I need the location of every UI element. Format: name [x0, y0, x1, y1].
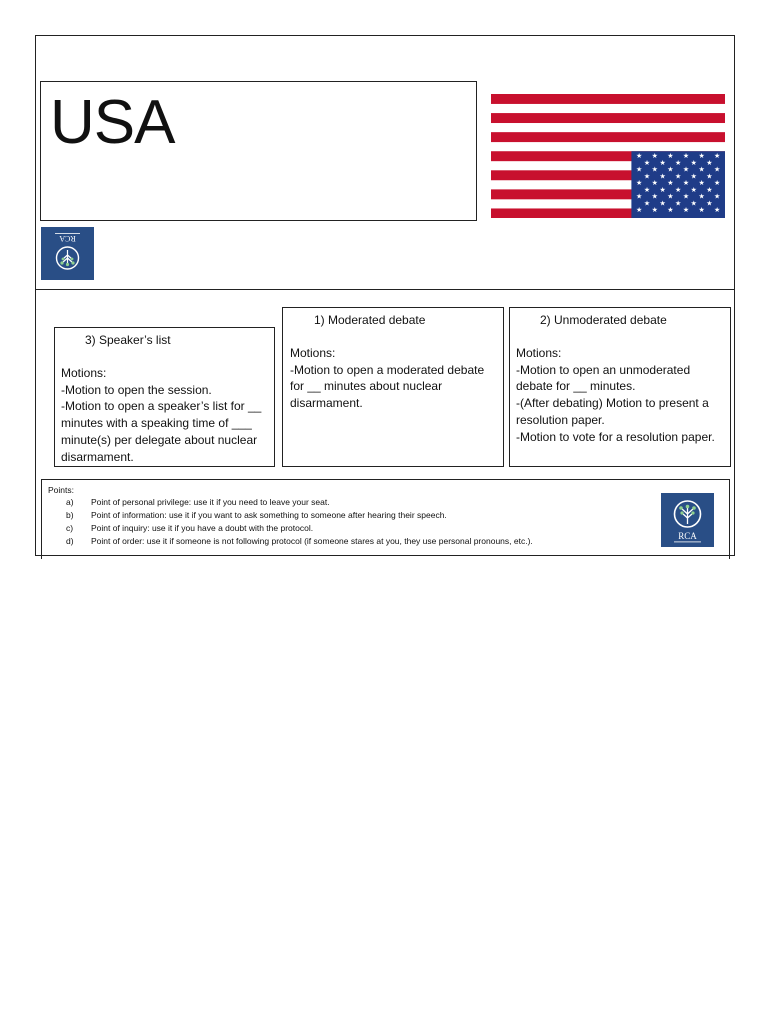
flag-stripe — [491, 132, 725, 142]
points-list — [48, 496, 729, 548]
point-text: Point of order: use it if someone is not following protocol (if someone stares at you, they use personal pronouns, etc.). — [91, 536, 533, 546]
usa-flag-image — [491, 94, 725, 218]
point-marker: a) — [66, 497, 74, 507]
flag-star: ★ — [643, 199, 651, 208]
flag-star: ★ — [675, 158, 682, 167]
flag-star: ★ — [659, 158, 666, 167]
flag-star: ★ — [698, 206, 705, 215]
unmoderated-debate-box — [509, 307, 731, 467]
rca-logo-large — [661, 493, 714, 547]
section-divider — [36, 289, 734, 290]
flag-star: ★ — [690, 199, 697, 208]
flag-star: ★ — [667, 165, 674, 174]
list-item — [48, 496, 729, 509]
flag-star: ★ — [651, 206, 658, 215]
points-box — [41, 479, 730, 559]
speakers-list-motions-label: Motions: — [61, 365, 107, 380]
unmoderated-debate-motion: -(After debating) Motion to present a resolution paper. — [516, 396, 709, 427]
rca-logo-large-text: RCA — [678, 531, 697, 541]
speakers-list-box — [54, 327, 275, 467]
flag-star: ★ — [643, 158, 651, 167]
moderated-debate-motion: -Motion to open a moderated debate for __ minutes about nuclear disarmament. — [290, 362, 485, 411]
points-heading: Points: — [48, 485, 74, 495]
flag-star: ★ — [636, 152, 643, 161]
flag-star: ★ — [698, 165, 705, 174]
point-text: Point of inquiry: use it if you have a doubt with the protocol. — [91, 523, 314, 533]
flag-star: ★ — [714, 152, 721, 161]
list-item — [48, 522, 729, 535]
speakers-list-heading: 3) Speaker’s list — [85, 333, 171, 347]
flag-star: ★ — [706, 185, 713, 194]
flag-stripe — [491, 113, 725, 123]
flag-star: ★ — [636, 206, 643, 215]
flag-star: ★ — [690, 172, 697, 181]
flag-star: ★ — [698, 192, 705, 201]
flag-star: ★ — [682, 152, 690, 161]
flag-star: ★ — [675, 199, 682, 208]
flag-star: ★ — [667, 206, 674, 215]
list-item — [48, 509, 729, 522]
country-name: USA — [50, 88, 175, 157]
flag-star: ★ — [690, 158, 697, 167]
unmoderated-debate-motion: -Motion to vote for a resolution paper. — [516, 429, 715, 444]
point-marker: c) — [66, 523, 74, 533]
flag-star: ★ — [698, 179, 705, 188]
flag-star: ★ — [636, 165, 643, 174]
flag-star: ★ — [682, 206, 690, 215]
flag-star: ★ — [682, 179, 690, 188]
point-marker: b) — [66, 510, 74, 520]
flag-star: ★ — [643, 185, 651, 194]
flag-star: ★ — [714, 179, 721, 188]
list-item — [48, 535, 729, 548]
moderated-debate-motions-label: Motions: — [290, 345, 336, 360]
flag-stripe — [491, 94, 725, 104]
flag-star: ★ — [643, 172, 651, 181]
moderated-debate-heading: 1) Moderated debate — [314, 313, 426, 327]
unmoderated-debate-motions-label: Motions: — [516, 345, 562, 360]
flag-star: ★ — [659, 199, 666, 208]
flag-star: ★ — [714, 165, 721, 174]
flag-star: ★ — [651, 192, 658, 201]
flag-star: ★ — [675, 185, 682, 194]
flag-star: ★ — [636, 192, 643, 201]
flag-star: ★ — [698, 152, 705, 161]
rca-logo-small — [41, 227, 94, 280]
flag-star: ★ — [682, 165, 690, 174]
speakers-list-motion: -Motion to open the session. — [61, 382, 212, 397]
flag-star: ★ — [667, 192, 674, 201]
point-marker: d) — [66, 536, 74, 546]
point-text: Point of information: use it if you want to ask something to someone after hearing their speech. — [91, 510, 447, 520]
flag-star: ★ — [706, 199, 713, 208]
flag-star: ★ — [636, 179, 643, 188]
flag-star: ★ — [706, 158, 713, 167]
flag-star: ★ — [667, 179, 674, 188]
rca-logo-small-text: RCA — [59, 234, 76, 243]
flag-star: ★ — [651, 152, 658, 161]
flag-star: ★ — [714, 192, 721, 201]
country-title-box — [40, 81, 477, 221]
flag-star: ★ — [667, 152, 674, 161]
point-text: Point of personal privilege: use it if you need to leave your seat. — [91, 497, 330, 507]
unmoderated-debate-heading: 2) Unmoderated debate — [540, 313, 667, 327]
moderated-debate-box — [282, 307, 504, 467]
flag-star: ★ — [714, 206, 721, 215]
speakers-list-motion: -Motion to open a speaker’s list for __ minutes with a speaking time of ___ minute(s) per delegate about nuclear disarmament. — [61, 399, 262, 464]
flag-star: ★ — [651, 165, 658, 174]
flag-star: ★ — [651, 179, 658, 188]
flag-star: ★ — [690, 185, 697, 194]
flag-star: ★ — [706, 172, 713, 181]
flag-star: ★ — [659, 172, 666, 181]
flag-star: ★ — [675, 172, 682, 181]
flag-star: ★ — [682, 192, 690, 201]
unmoderated-debate-motion: -Motion to open an unmoderated debate for __ minutes. — [516, 362, 691, 394]
flag-star: ★ — [659, 185, 666, 194]
